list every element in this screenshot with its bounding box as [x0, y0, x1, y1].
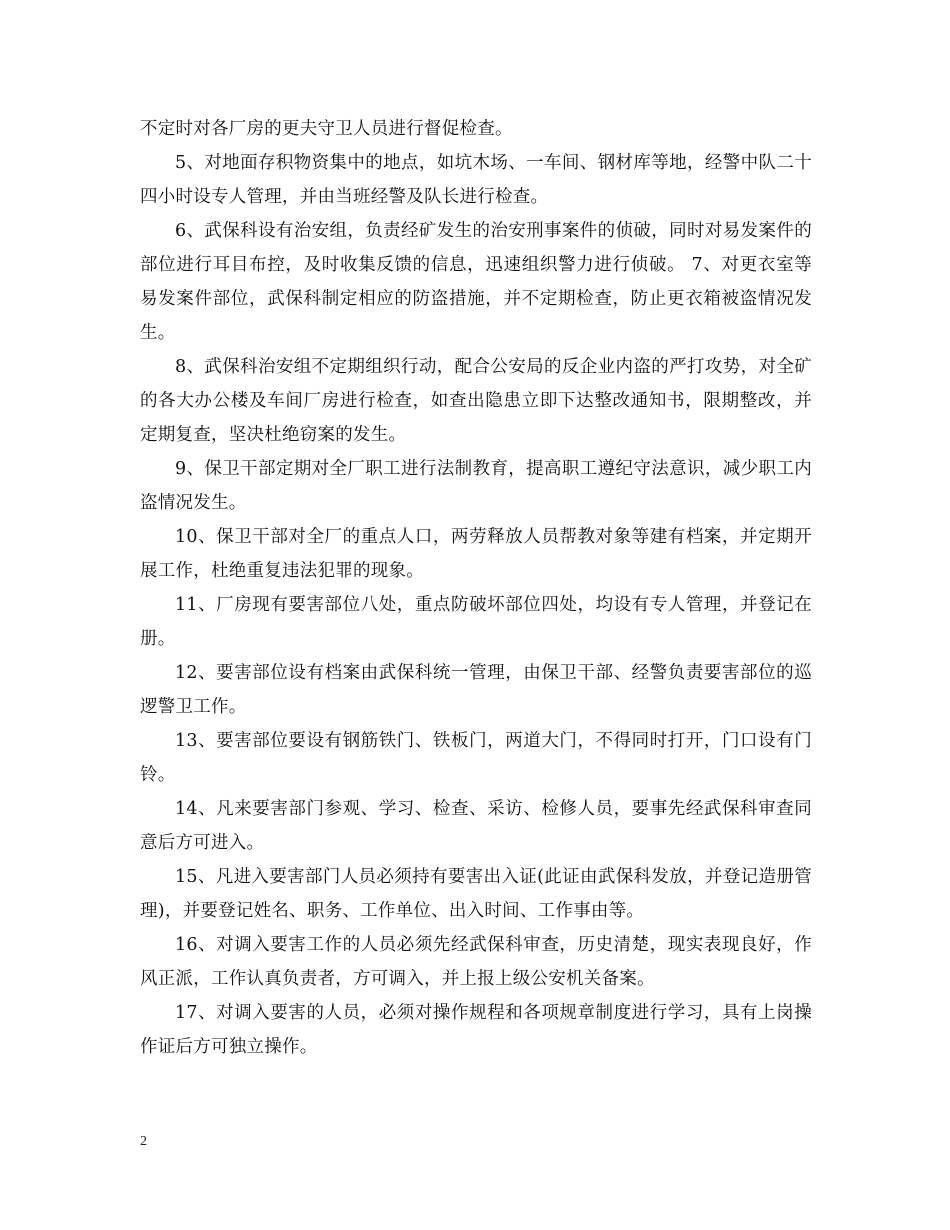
document-body: [140, 112, 812, 1064]
paragraph-item-10: 10、保卫干部对全厂的重点人口，两劳释放人员帮教对象等建有档案，并定期开展工作，杜绝重复违法犯罪的现象。: [140, 527, 812, 581]
paragraph-item-17: 17、对调入要害的人员，必须对操作规程和各项规章制度进行学习，具有上岗操作证后方可独立操作。: [140, 1003, 812, 1057]
paragraph-item-16: 16、对调入要害工作的人员必须先经武保科审查，历史清楚，现实表现良好，作风正派，工作认真负责者，方可调入，并上报上级公安机关备案。: [140, 935, 812, 989]
paragraph-item-11: 11、厂房现有要害部位八处，重点防破坏部位四处，均设有专人管理，并登记在册。: [140, 595, 812, 649]
paragraph-item-12: 12、要害部位设有档案由武保科统一管理，由保卫干部、经警负责要害部位的巡逻警卫工作。: [140, 663, 812, 717]
paragraph-item-8: 8、武保科治安组不定期组织行动，配合公安局的反企业内盗的严打攻势，对全矿的各大办公楼及车间厂房进行检查，如查出隐患立即下达整改通知书，限期整改，并定期复查，坚决杜绝窃案的发生。: [140, 357, 812, 445]
paragraph-item-9: 9、保卫干部定期对全厂职工进行法制教育，提高职工遵纪守法意识，减少职工内盗情况发生。: [140, 459, 812, 513]
paragraph-item-15: 15、凡进入要害部门人员必须持有要害出入证(此证由武保科发放，并登记造册管理)，并要登记姓名、职务、工作单位、出入时间、工作事由等。: [140, 867, 812, 921]
paragraph-item-6-7: 6、武保科设有治安组，负责经矿发生的治安刑事案件的侦破，同时对易发案件的部位进行耳目布控，及时收集反馈的信息，迅速组织警力进行侦破。 7、对更衣室等易发案件部位，武保科制定相应的防盗措施，并不定期检查，防止更衣箱被盗情况发生。: [140, 221, 812, 343]
paragraph-item-14: 14、凡来要害部门参观、学习、检查、采访、检修人员，要事先经武保科审查同意后方可进入。: [140, 799, 812, 853]
paragraph-continuation: 不定时对各厂房的更夫守卫人员进行督促检查。: [140, 119, 513, 139]
paragraph-item-5: 5、对地面存积物资集中的地点，如坑木场、一车间、钢材库等地，经警中队二十四小时设专人管理，并由当班经警及队长进行检查。: [140, 153, 812, 207]
paragraph-item-13: 13、要害部位要设有钢筋铁门、铁板门，两道大门，不得同时打开，门口设有门铃。: [140, 731, 812, 785]
page-number: 2: [140, 1134, 147, 1149]
